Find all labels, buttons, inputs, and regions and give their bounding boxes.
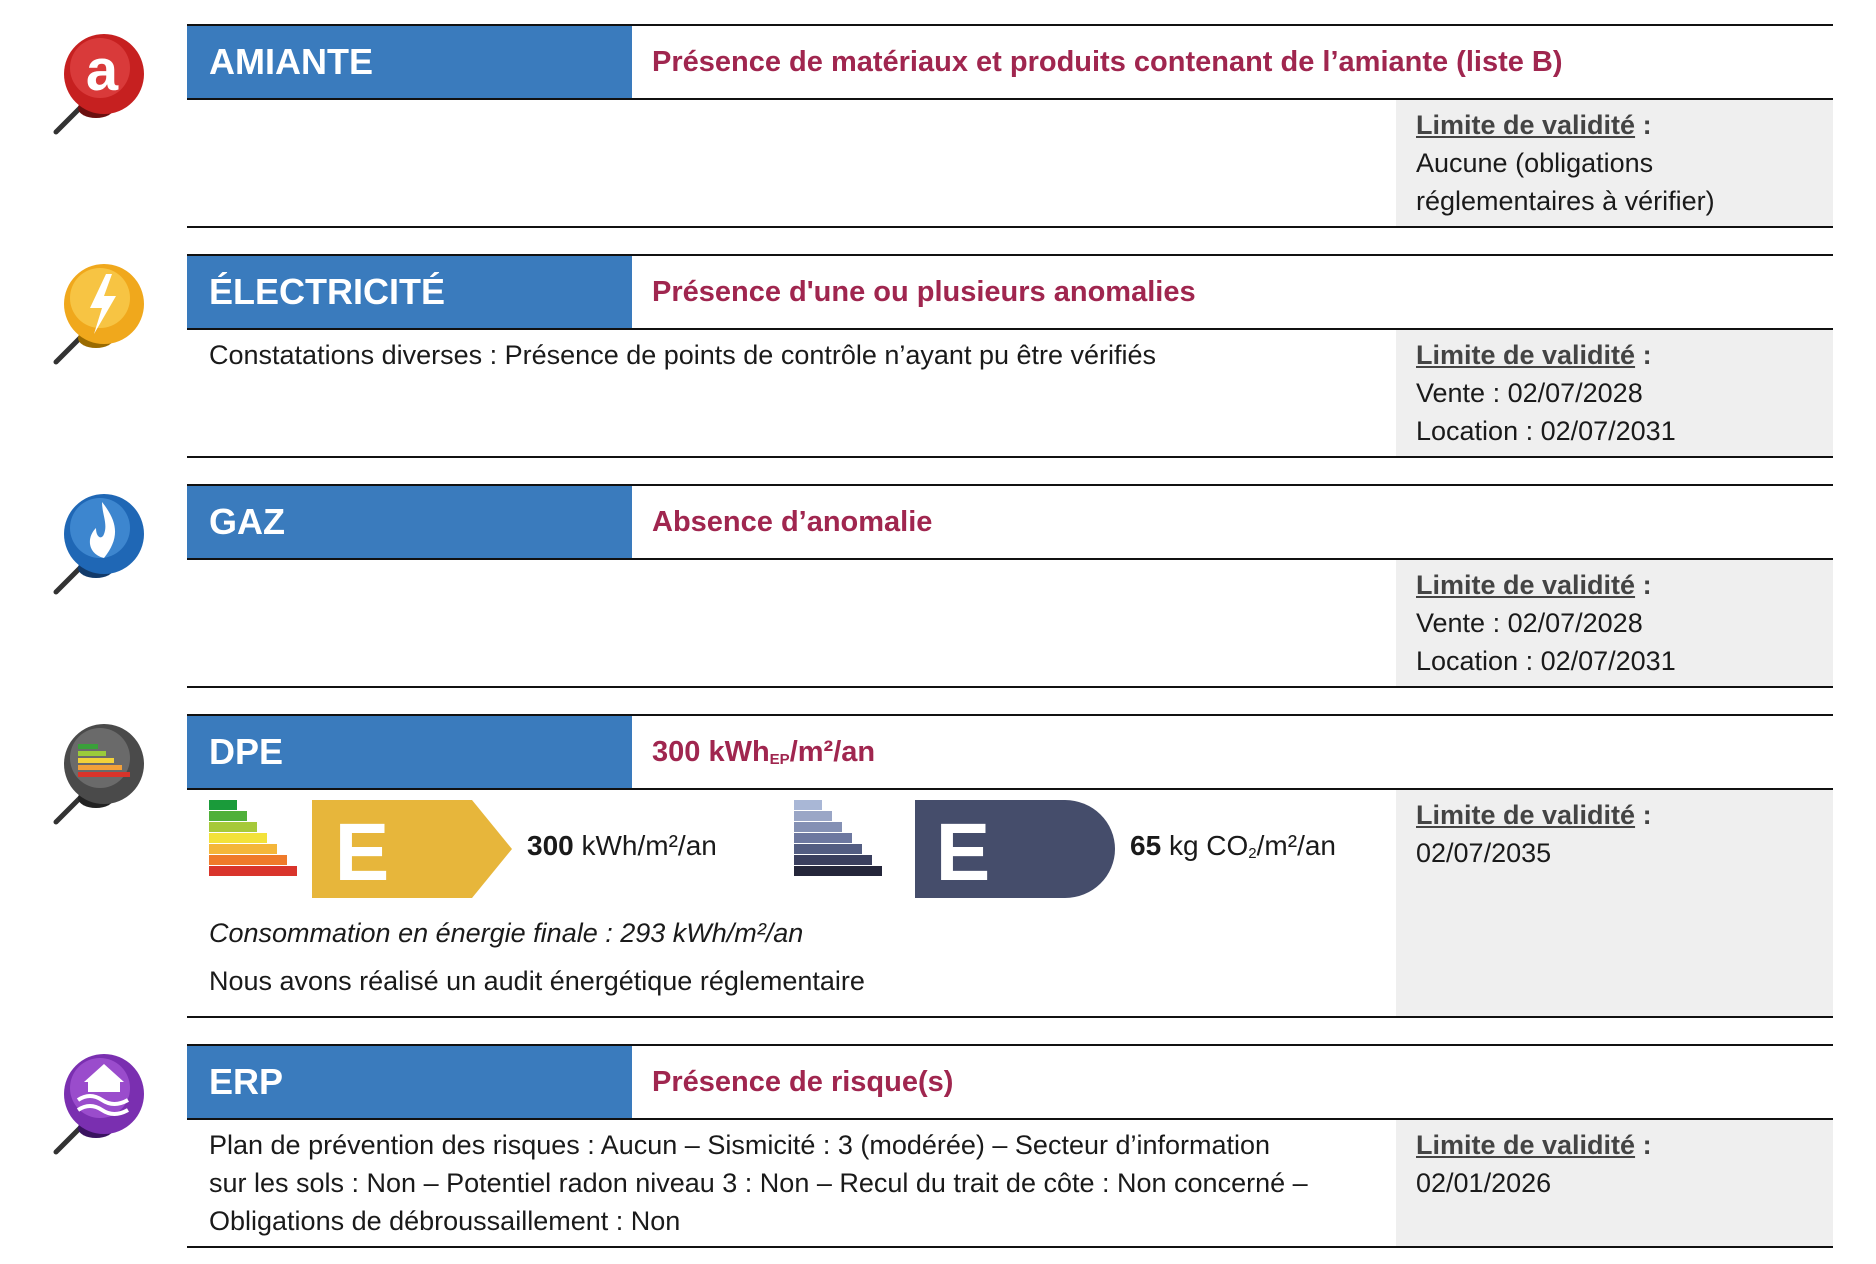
gas-flame-pin-icon	[48, 488, 146, 600]
asbestos-pin-icon	[48, 28, 146, 140]
validity-box: Limite de validité : Vente : 02/07/2028 Location : 02/07/2031	[1396, 330, 1833, 456]
ges-value: 65 kg $CO_2/m^2/an$	[1130, 830, 1336, 862]
validity-title: Limite de validité	[1416, 340, 1636, 370]
energy-rating-pin-icon	[48, 718, 146, 830]
section-header	[187, 1046, 1833, 1120]
section-header	[187, 256, 1833, 330]
section-dpe	[187, 714, 1833, 1018]
section-label: AMIANTE	[187, 26, 632, 98]
ges-scale-icon	[794, 800, 882, 877]
section-label: ERP	[187, 1046, 632, 1118]
validity-line: Vente : 02/07/2028	[1416, 378, 1643, 408]
energy-class-letter: E	[334, 807, 390, 898]
section-gaz	[187, 484, 1833, 688]
energy-class-arrow	[312, 800, 512, 898]
energy-scale-icon	[209, 800, 297, 877]
audit-text: Nous avons réalisé un audit énergétique réglementaire	[209, 966, 865, 996]
section-body	[187, 560, 1833, 686]
validity-title: Limite de validité	[1416, 570, 1636, 600]
section-header	[187, 716, 1833, 790]
validity-line: réglementaires à vérifier)	[1416, 186, 1715, 216]
validity-title: Limite de validité	[1416, 800, 1636, 830]
section-amiante	[187, 24, 1833, 228]
validity-box: Limite de validité : Aucune (obligations réglementaires à vérifier)	[1396, 100, 1833, 226]
section-electricite	[187, 254, 1833, 458]
ges-class-letter: E	[935, 807, 991, 898]
section-label: ÉLECTRICITÉ	[187, 256, 632, 328]
validity-box: Limite de validité : Vente : 02/07/2028 Location : 02/07/2031	[1396, 560, 1833, 686]
final-energy-text: Consommation en énergie finale : 293 kWh/m²/an	[209, 918, 804, 948]
section-body	[187, 330, 1833, 456]
validity-line: Vente : 02/07/2028	[1416, 608, 1643, 638]
section-body	[187, 790, 1833, 1016]
section-label: GAZ	[187, 486, 632, 558]
section-label: DPE	[187, 716, 632, 788]
validity-line: 02/07/2035	[1416, 838, 1552, 868]
section-body	[187, 1120, 1833, 1246]
section-result: Absence d’anomalie	[652, 506, 933, 538]
svg-text:a: a	[85, 38, 119, 103]
section-header	[187, 26, 1833, 100]
section-detail: Plan de prévention des risques : Aucun – Sismicité : 3 (modérée) – Secteur d’information sur les sols : Non – Potentiel radon niveau 3 : Non – Recul du trait de côte : Non concerné – Obligations de débroussaillement : Non	[209, 1130, 1308, 1236]
validity-line: Aucune (obligations	[1416, 148, 1654, 178]
validity-title: Limite de validité	[1416, 110, 1636, 140]
validity-box: Limite de validité : 02/07/2035	[1396, 790, 1833, 1016]
section-detail: Constatations diverses : Présence de points de contrôle n’ayant pu être vérifiés	[209, 340, 1157, 370]
section-result: Présence de risque(s)	[652, 1066, 954, 1098]
energy-value: 300 kWh/m²/an	[527, 830, 717, 861]
section-header	[187, 486, 1833, 560]
section-body	[187, 100, 1833, 226]
validity-line: Location : 02/07/2031	[1416, 646, 1676, 676]
risk-house-pin-icon	[48, 1048, 146, 1160]
validity-line: Location : 02/07/2031	[1416, 416, 1676, 446]
section-result: Présence d'une ou plusieurs anomalies	[652, 276, 1196, 308]
electricity-pin-icon	[48, 258, 146, 370]
ges-class-arrow	[915, 800, 1115, 898]
validity-box: Limite de validité : 02/01/2026	[1396, 1120, 1833, 1246]
validity-title: Limite de validité	[1416, 1130, 1636, 1160]
validity-line: 02/01/2026	[1416, 1168, 1552, 1198]
section-result: 300 kWh$_{EP}$/m²/an	[652, 736, 876, 768]
section-erp	[187, 1044, 1833, 1248]
section-result: Présence de matériaux et produits contenant de l’amiante (liste B)	[652, 46, 1563, 78]
